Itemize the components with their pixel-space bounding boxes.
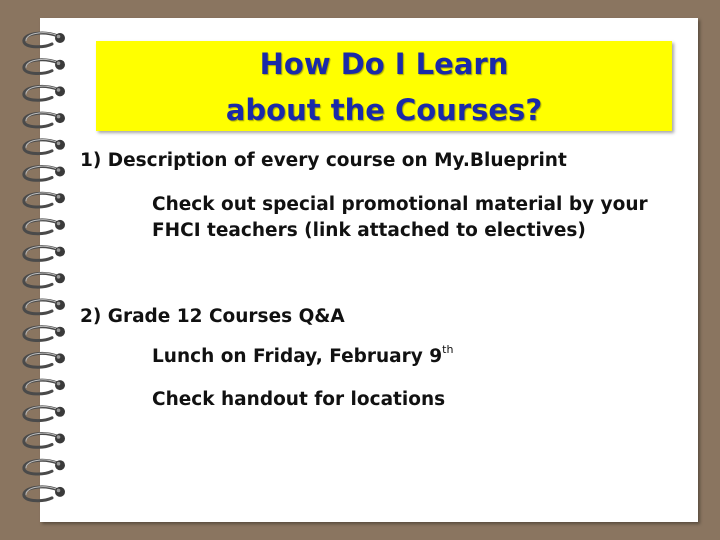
spiral-ring-icon	[24, 326, 65, 340]
spiral-ring-icon	[24, 59, 65, 73]
item-2-sub-2: Check handout for locations	[152, 389, 446, 410]
item-2-sub-1-text: Lunch on Friday, February 9	[152, 346, 443, 367]
item-1-sub-line-1: Check out special promotional material by your	[152, 194, 648, 215]
spiral-binding	[0, 0, 80, 540]
title-line-2: about the Courses?	[225, 93, 543, 127]
spiral-ring-icon	[24, 460, 65, 474]
spiral-ring-icon	[24, 433, 65, 447]
spiral-ring-icon	[24, 407, 65, 421]
spiral-ring-icon	[24, 246, 65, 260]
spiral-ring-icon	[24, 33, 65, 47]
item-2-sub-1	[152, 344, 453, 369]
spiral-ring-icon	[24, 140, 65, 154]
spiral-ring-icon	[24, 380, 65, 394]
spiral-ring-icon	[24, 220, 65, 234]
spiral-ring-icon	[24, 353, 65, 367]
spiral-ring-icon	[24, 273, 65, 287]
spiral-ring-icon	[24, 193, 65, 207]
item-2: 2) Grade 12 Courses Q&A	[80, 306, 345, 327]
spiral-ring-icon	[24, 113, 65, 127]
spiral-ring-icon	[24, 487, 65, 501]
spiral-ring-icon	[24, 300, 65, 314]
title-box	[96, 41, 672, 131]
spiral-ring-icon	[24, 86, 65, 100]
item-1-sub-line-2: FHCI teachers (link attached to electives)	[152, 220, 586, 241]
item-1: 1) Description of every course on My.Blueprint	[80, 150, 567, 171]
spiral-ring-icon	[24, 166, 65, 180]
title-line-1: How Do I Learn	[259, 47, 509, 81]
item-2-sub-1-sup: th	[442, 343, 454, 356]
